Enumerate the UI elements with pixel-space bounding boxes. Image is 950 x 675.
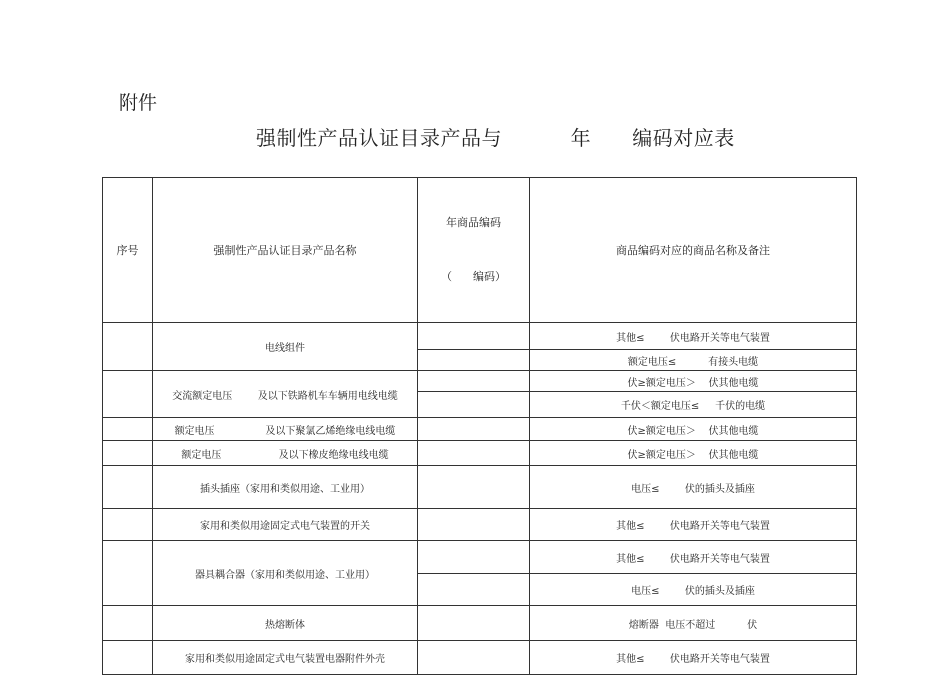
product-cell: 家用和类似用途固定式电气装置电器附件外壳: [153, 641, 418, 675]
code-cell: [418, 392, 530, 418]
header-code: [418, 178, 530, 323]
code-cell: [418, 350, 530, 371]
product-cell: 热熔断体: [153, 606, 418, 641]
remark-cell: 伏≥额定电压＞ 伏其他电缆: [530, 371, 857, 392]
table-row: [103, 541, 857, 574]
remark-cell: 千伏＜额定电压≤ 千伏的电缆: [530, 392, 857, 418]
header-code-line2: （ 编码）: [441, 270, 506, 283]
header-row: [103, 178, 857, 323]
header-remarks: 商品编码对应的商品名称及备注: [530, 178, 857, 323]
table-row: [103, 641, 857, 675]
product-cell: 额定电压 及以下橡皮绝缘电线电缆: [153, 441, 418, 466]
remark-cell: 其他≤ 伏电路开关等电气装置: [530, 641, 857, 675]
code-cell: [418, 466, 530, 509]
table-row: [103, 441, 857, 466]
remark-cell: 电压≤ 伏的插头及插座: [530, 574, 857, 606]
product-cell: 插头插座（家用和类似用途、工业用）: [153, 466, 418, 509]
header-product-name: 强制性产品认证目录产品名称: [153, 178, 418, 323]
mapping-table: [102, 177, 857, 675]
header-seq: 序号: [103, 178, 153, 323]
remark-cell: 额定电压≤ 有接头电缆: [530, 350, 857, 371]
code-cell: [418, 574, 530, 606]
table-row: [103, 466, 857, 509]
seq-cell: [103, 371, 153, 418]
product-cell: 电线组件: [153, 323, 418, 371]
remark-cell: 其他≤ 伏电路开关等电气装置: [530, 323, 857, 350]
product-cell: 家用和类似用途固定式电气装置的开关: [153, 509, 418, 541]
attachment-label: 附件: [119, 92, 158, 114]
table-row: [103, 418, 857, 441]
table-row: [103, 509, 857, 541]
remark-cell: 其他≤ 伏电路开关等电气装置: [530, 509, 857, 541]
remark-cell: 其他≤ 伏电路开关等电气装置: [530, 541, 857, 574]
seq-cell: [103, 509, 153, 541]
code-cell: [418, 641, 530, 675]
code-cell: [418, 606, 530, 641]
code-cell: [418, 541, 530, 574]
product-cell: 器具耦合器（家用和类似用途、工业用）: [153, 541, 418, 606]
remark-cell: 伏≥额定电压＞ 伏其他电缆: [530, 418, 857, 441]
table-row: [103, 323, 857, 350]
remark-cell: 伏≥额定电压＞ 伏其他电缆: [530, 441, 857, 466]
seq-cell: [103, 541, 153, 606]
seq-cell: [103, 641, 153, 675]
code-cell: [418, 509, 530, 541]
header-code-line1: 年商品编码: [446, 216, 501, 229]
seq-cell: [103, 441, 153, 466]
table-row: [103, 371, 857, 392]
document-title: 强制性产品认证目录产品与 年 编码对应表: [256, 126, 735, 150]
seq-cell: [103, 418, 153, 441]
seq-cell: [103, 323, 153, 371]
product-cell: 交流额定电压 及以下铁路机车车辆用电线电缆: [153, 371, 418, 418]
seq-cell: [103, 606, 153, 641]
code-cell: [418, 441, 530, 466]
code-cell: [418, 418, 530, 441]
remark-cell: 熔断器 电压不超过 伏: [530, 606, 857, 641]
remark-cell: 电压≤ 伏的插头及插座: [530, 466, 857, 509]
product-cell: 额定电压 及以下聚氯乙烯绝缘电线电缆: [153, 418, 418, 441]
code-cell: [418, 323, 530, 350]
table-row: [103, 606, 857, 641]
code-cell: [418, 371, 530, 392]
seq-cell: [103, 466, 153, 509]
